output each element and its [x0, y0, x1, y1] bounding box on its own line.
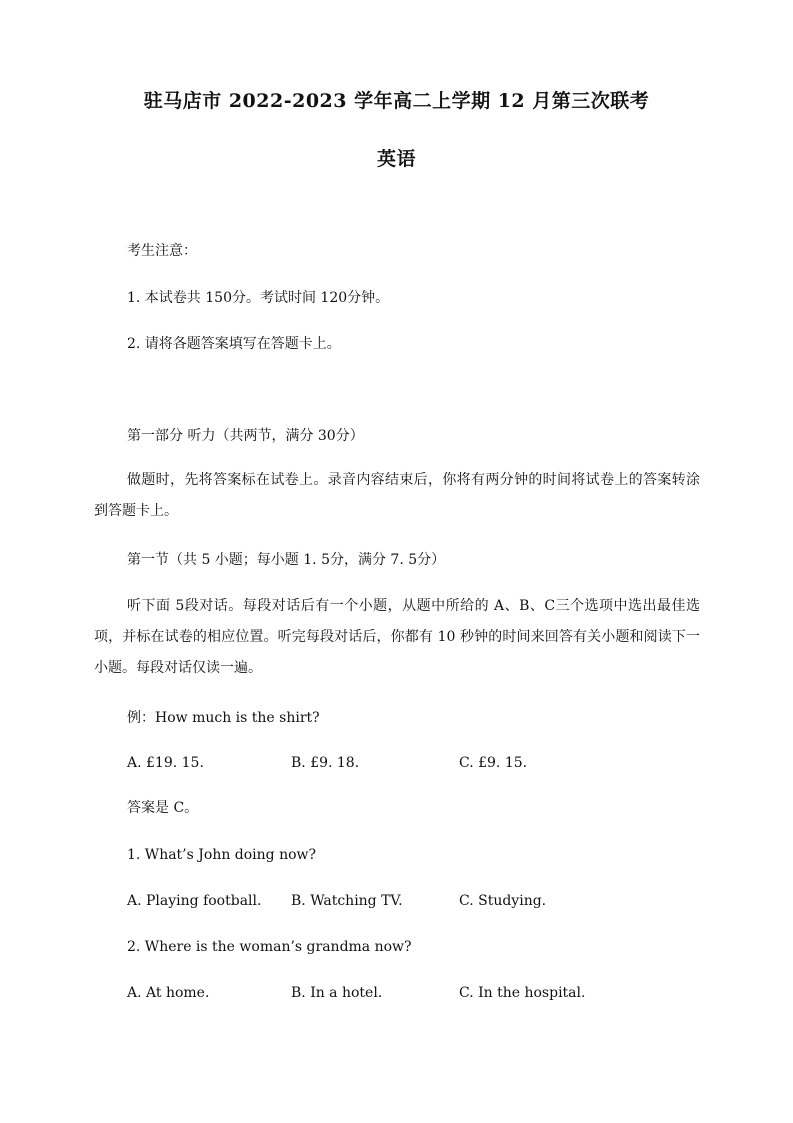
- question-2-option-c: C. In the hospital.: [459, 985, 586, 1001]
- part1-instruction: 做题时，先将答案标在试卷上。录音内容结束后，你将有两分钟的时间将试卷上的答案转涂到答题卡上。: [94, 472, 700, 519]
- section1-instruction: 听下面 5段对话。每段对话后有一个小题，从题中所给的 A、B、C三个选项中选出最佳选项，并标在试卷的相应位置。听完每段对话后，你都有 10 秒钟的时间来回答有关小题和阅读下一小题。每段对话仅读一遍。: [94, 598, 700, 676]
- notice-heading: 考生注意：: [127, 243, 197, 259]
- notice-item-2: 2. 请将各题答案填写在答题卡上。: [127, 336, 341, 352]
- notice-item-1: 1. 本试卷共 150分。考试时间 120分钟。: [127, 290, 390, 306]
- example-option-a: A. £19. 15.: [127, 755, 204, 771]
- question-2-option-a: A. At home.: [127, 985, 210, 1001]
- question-1-option-b: B. Watching TV.: [291, 893, 403, 909]
- question-1-option-a: A. Playing football.: [127, 893, 262, 909]
- example-option-c: C. £9. 15.: [459, 755, 528, 771]
- question-1: 1. What’s John doing now?: [127, 847, 317, 863]
- exam-title: 驻马店市 2022-2023 学年高二上学期 12 月第三次联考: [143, 90, 650, 112]
- part1-heading: 第一部分 听力（共两节，满分 30分）: [127, 428, 364, 444]
- question-2: 2. Where is the woman’s grandma now?: [127, 939, 412, 955]
- section1-heading: 第一节（共 5 小题；每小题 1. 5分，满分 7. 5分）: [127, 552, 446, 568]
- question-2-option-b: B. In a hotel.: [291, 985, 383, 1001]
- exam-subject: 英语: [376, 148, 416, 170]
- example-answer: 答案是 C。: [127, 800, 199, 816]
- question-1-option-c: C. Studying.: [459, 893, 547, 909]
- example-question: 例：How much is the shirt?: [127, 710, 320, 726]
- example-option-b: B. £9. 18.: [291, 755, 360, 771]
